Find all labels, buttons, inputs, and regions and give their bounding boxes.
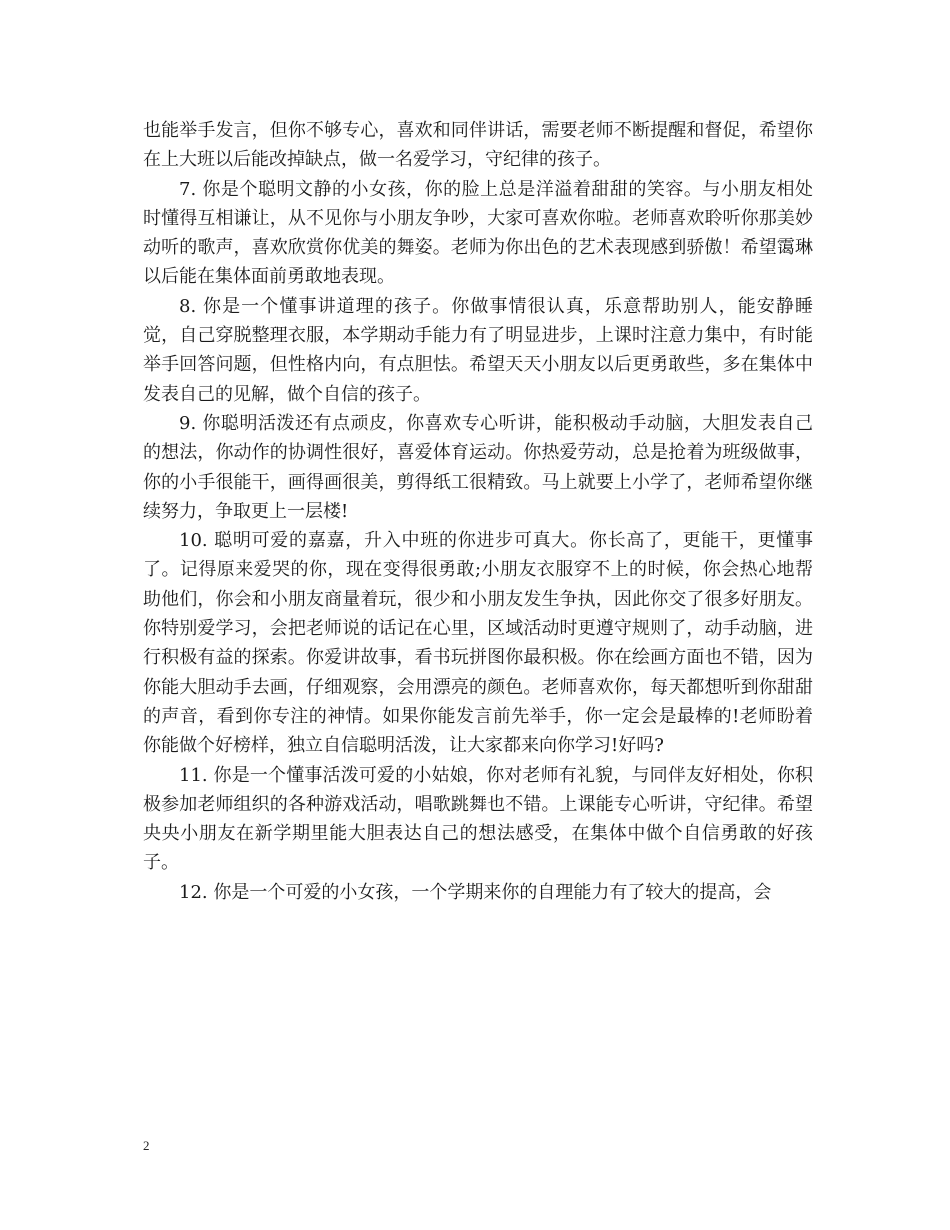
paragraph-item-12: 12. 你是一个可爱的小女孩，一个学期来你的自理能力有了较大的提高，会 — [179, 881, 772, 903]
paragraph-item-9: 9. 你聪明活泼还有点顽皮，你喜欢专心听讲，能积极动手动脑，大胆发表自己的想法，你动作的协调性很好，喜爱体育运动。你热爱劳动，总是抢着为班级做事，你的小手很能干，画得画很美，剪得纸工很精致。马上就要上小学了，老师希望你继续努力，争取更上一层楼! — [143, 412, 813, 522]
document-body — [143, 116, 813, 907]
paragraph-continuation: 也能举手发言，但你不够专心，喜欢和同伴讲话，需要老师不断提醒和督促，希望你在上大班以后能改掉缺点，做一名爱学习，守纪律的孩子。 — [143, 120, 813, 171]
page-number: 2 — [143, 1138, 150, 1153]
paragraph-item-10: 10. 聪明可爱的嘉嘉，升入中班的你进步可真大。你长高了，更能干，更懂事了。记得原来爱哭的你，现在变得很勇敢;小朋友衣服穿不上的时候，你会热心地帮助他们，你会和小朋友商量着玩，很少和小朋友发生争执，因此你交了很多好朋友。你特别爱学习，会把老师说的话记在心里，区域活动时更遵守规则了，动手动脑，进行积极有益的探索。你爱讲故事，看书玩拼图你最积极。你在绘画方面也不错，因为你能大胆动手去画，仔细观察，会用漂亮的颜色。老师喜欢你，每天都想听到你甜甜的声音，看到你专注的神情。如果你能发言前先举手，你一定会是最棒的!老师盼着你能做个好榜样，独立自信聪明活泼，让大家都来向你学习!好吗? — [143, 530, 813, 757]
paragraph-item-7: 7. 你是个聪明文静的小女孩，你的脸上总是洋溢着甜甜的笑容。与小朋友相处时懂得互相谦让，从不见你与小朋友争吵，大家可喜欢你啦。老师喜欢聆听你那美妙动听的歌声，喜欢欣赏你优美的舞姿。老师为你出色的艺术表现感到骄傲！希望霭琳以后能在集体面前勇敢地表现。 — [143, 178, 813, 288]
paragraph-item-11: 11. 你是一个懂事活泼可爱的小姑娘，你对老师有礼貌，与同伴友好相处，你积极参加老师组织的各种游戏活动，唱歌跳舞也不错。上课能专心听讲，守纪律。希望央央小朋友在新学期里能大胆表达自己的想法感受，在集体中做个自信勇敢的好孩子。 — [143, 764, 813, 874]
paragraph-item-8: 8. 你是一个懂事讲道理的孩子。你做事情很认真，乐意帮助别人，能安静睡觉，自己穿脱整理衣服，本学期动手能力有了明显进步，上课时注意力集中，有时能举手回答问题，但性格内向，有点胆怯。希望天天小朋友以后更勇敢些，多在集体中发表自己的见解，做个自信的孩子。 — [143, 295, 813, 405]
